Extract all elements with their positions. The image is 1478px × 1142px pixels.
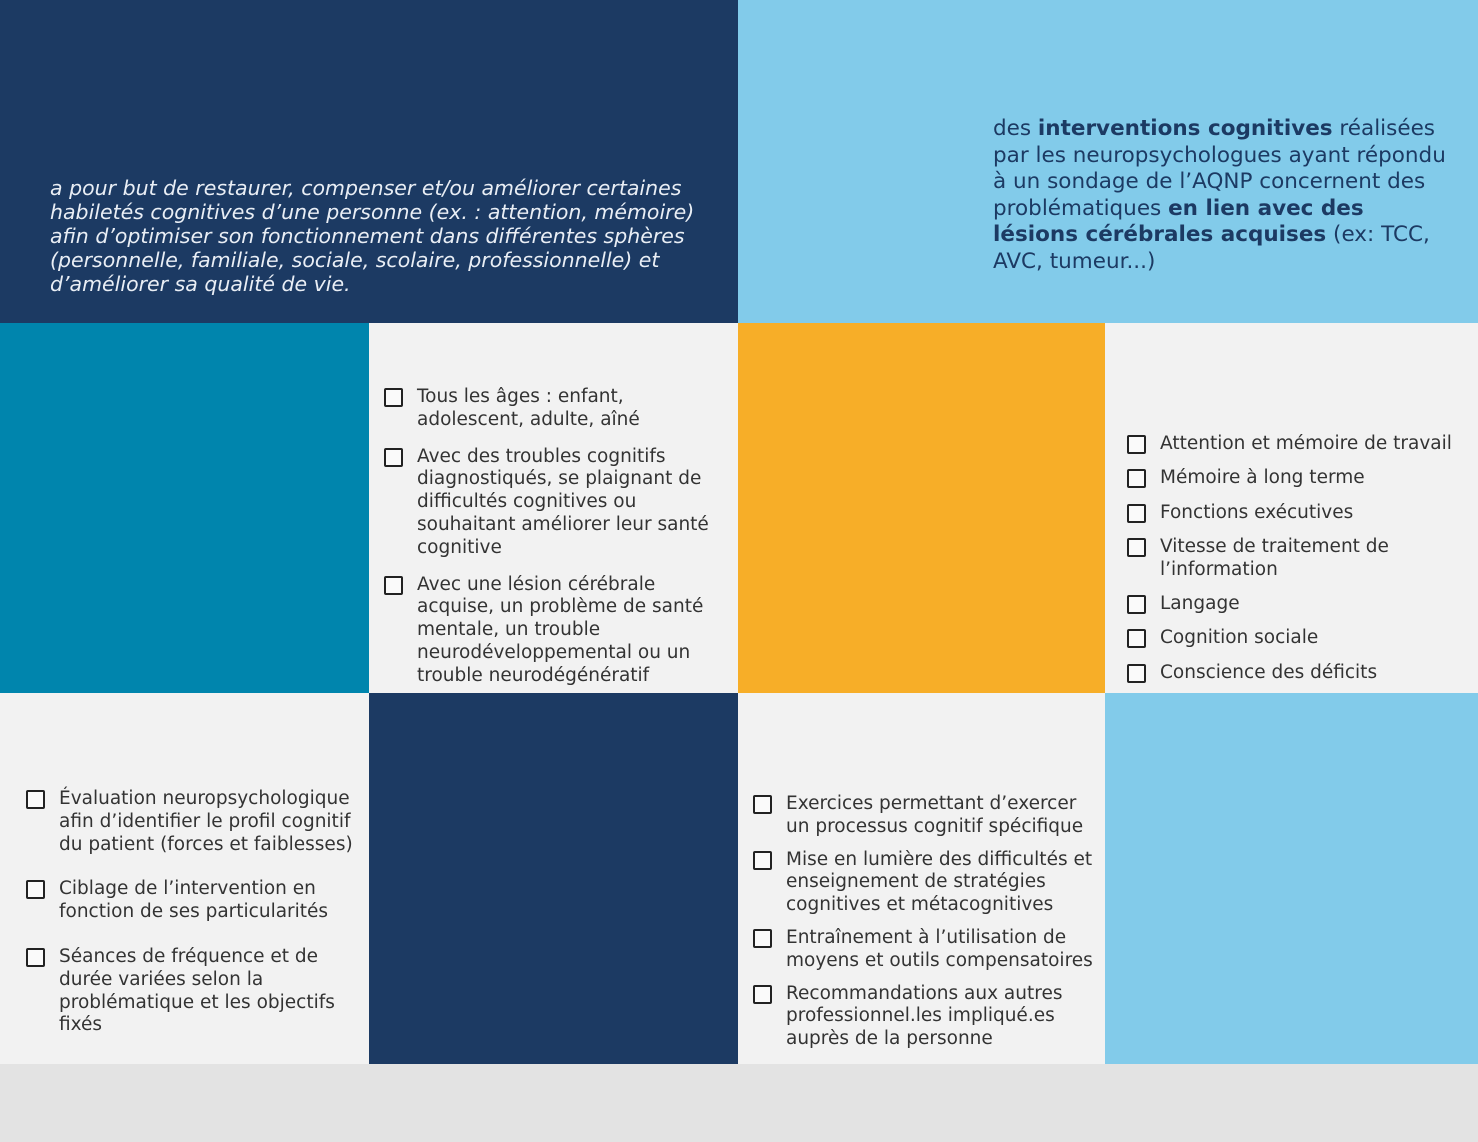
stat-text-part: réalisées par les neuropsychologues ayant répondu à un sondage de l’AQNP concernent des problématiques (993, 116, 1446, 221)
checklist-item: Avec une lésion cérébrale acquise, un problème de santé mentale, un trouble neurodéveloppemental ou un trouble neurodégénératif (384, 574, 729, 688)
checklist-item: Langage (1127, 593, 1472, 616)
domains-checklist (1127, 433, 1472, 696)
checklist-item: Ciblage de l’intervention en fonction de ses particularités (26, 878, 361, 924)
stat-highlight-lesions: en lien avec des lésions cérébrales acquises (993, 195, 1364, 248)
checklist-item: Tous les âges : enfant, adolescent, adulte, aîné (384, 386, 729, 432)
who-panel (369, 323, 738, 693)
checklist-item: Séances de fréquence et de durée variées selon la problématique et les objectifs fixés (26, 946, 361, 1037)
checklist-item: Avec des troubles cognitifs diagnostiqués, se plaignant de difficultés cognitives ou souhaitant améliorer leur santé cognitive (384, 446, 729, 560)
checklist-item: Mise en lumière des difficultés et enseignement de stratégies cognitives et métacognitives (753, 849, 1103, 917)
stat-text (993, 116, 1453, 276)
checklist-item: Recommandations aux autres professionnel.les impliqué.es auprès de la personne (753, 983, 1103, 1051)
checklist-item: Entraînement à l’utilisation de moyens et outils compensatoires (753, 927, 1103, 973)
light-blue-color-block (1105, 693, 1478, 1064)
who-checklist (384, 386, 729, 702)
domains-panel (1105, 323, 1478, 693)
checklist-item: Mémoire à long terme (1127, 467, 1472, 490)
checklist-item: Cognition sociale (1127, 627, 1472, 650)
stat-highlight-interventions: interventions cognitives (1037, 116, 1333, 141)
process-panel (0, 693, 369, 1064)
checklist-item: Fonctions exécutives (1127, 502, 1472, 525)
checklist-item: Attention et mémoire de travail (1127, 433, 1472, 456)
intro-definition: a pour but de restaurer, compenser et/ou améliorer certaines habiletés cognitives d’une personne (ex. : attention, mémoire) afin d’optimiser son fonctionnement dans différentes sphères (personnelle, familiale, sociale, scolaire, professionnelle) et d’améliorer sa qualité de vie. (50, 176, 695, 296)
methods-panel (738, 693, 1105, 1064)
checklist-item: Exercices permettant d’exercer un processus cognitif spécifique (753, 793, 1103, 839)
methods-checklist (753, 793, 1103, 1061)
checklist-item: Évaluation neuropsychologique afin d’identifier le profil cognitif du patient (forces et faiblesses) (26, 788, 361, 856)
checklist-item: Vitesse de traitement de l’information (1127, 536, 1472, 582)
checklist-item: Conscience des déficits (1127, 662, 1472, 685)
navy-color-block (369, 693, 738, 1064)
stat-text-part: des (993, 116, 1038, 141)
teal-color-block (0, 323, 369, 693)
process-checklist (26, 788, 361, 1059)
intro-panel (0, 0, 738, 323)
stat-panel (738, 0, 1478, 323)
orange-color-block (738, 323, 1105, 693)
stat-text-part: (ex: TCC, AVC, tumeur...) (993, 222, 1430, 274)
